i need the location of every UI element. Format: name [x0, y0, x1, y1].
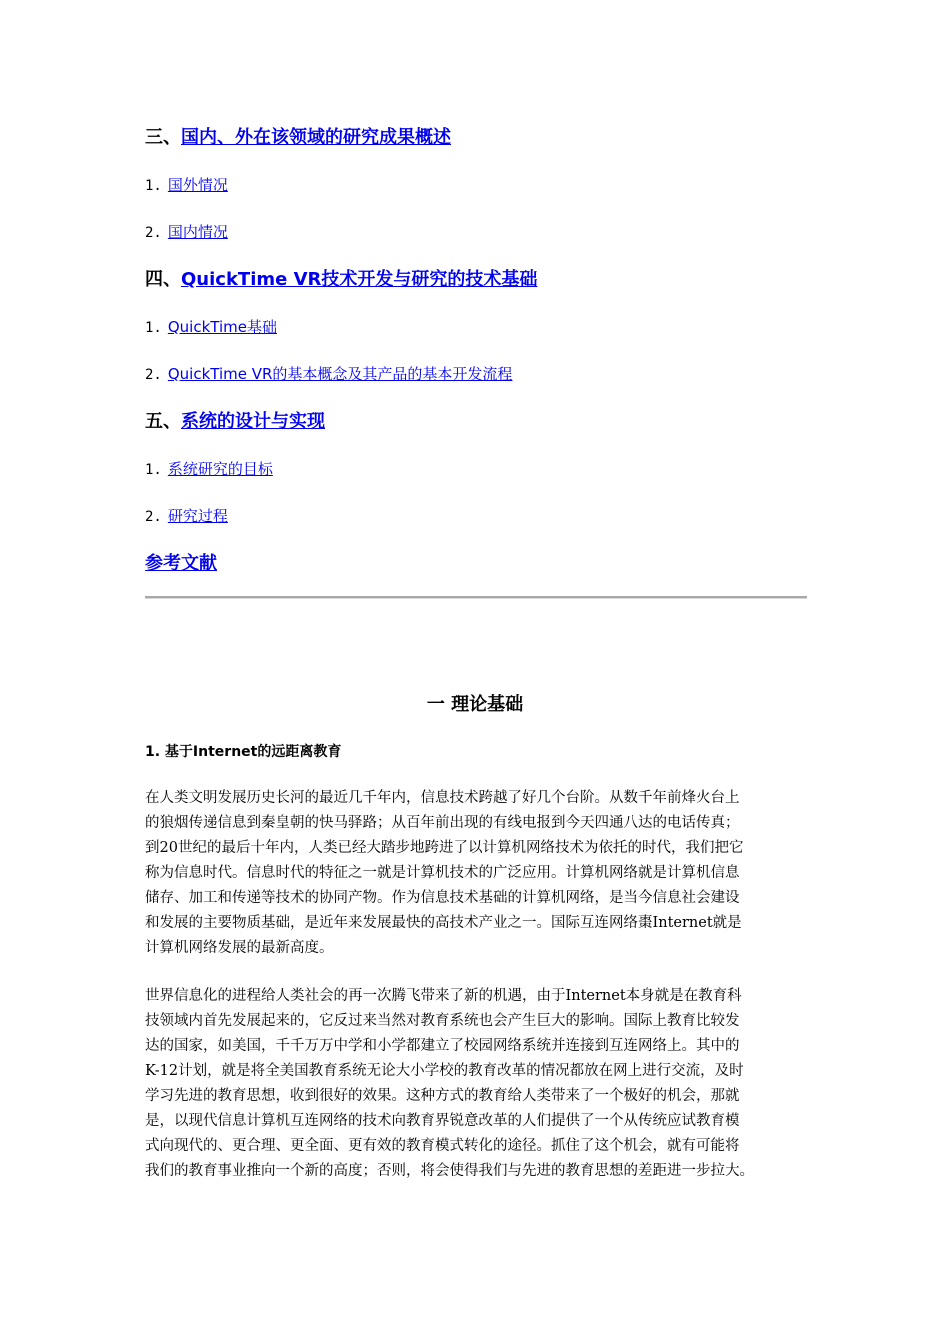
item-index: 2.: [145, 509, 162, 525]
toc-link-foreign-situation[interactable]: 国外情况: [167, 176, 228, 194]
toc-link-research-process[interactable]: 研究过程: [167, 507, 228, 525]
paragraph-line: 达的国家，如美国，千千万万中学和小学都建立了校园网络系统并连接到互连网络上。其中的: [145, 1038, 740, 1054]
item-index: 1.: [145, 178, 162, 194]
toc-link-research-goals[interactable]: 系统研究的目标: [167, 460, 273, 478]
toc-link-references[interactable]: 参考文献: [145, 553, 217, 574]
paragraph-line: 学习先进的教育思想，收到很好的效果。这种方式的教育给人类带来了一个极好的机会，那就: [145, 1088, 740, 1104]
paragraph-1: [145, 786, 807, 961]
item-index: 1.: [145, 320, 162, 336]
paragraph-line: 计算机网络发展的最新高度。: [145, 940, 334, 956]
toc-item: [145, 317, 277, 338]
paragraph-line: 称为信息时代。信息时代的特征之一就是计算机技术的广泛应用。计算机网络就是计算机信息: [145, 865, 740, 881]
paragraph-line: 储存、加工和传递等技术的协同产物。作为信息技术基础的计算机网络，是当今信息社会建设: [145, 890, 740, 906]
paragraph-2: [145, 984, 807, 1184]
paragraph-line: 是，以现代信息计算机互连网络的技术向教育界锐意改革的人们提供了一个从传统应试教育模: [145, 1113, 740, 1129]
toc-section-3: [145, 127, 451, 149]
paragraph-line: 式向现代的、更合理、更全面、更有效的教育模式转化的途径。抓住了这个机会，就有可能将: [145, 1138, 740, 1154]
toc-link-domestic-situation[interactable]: 国内情况: [167, 223, 228, 241]
item-index: 2.: [145, 225, 162, 241]
toc-item: [145, 506, 228, 527]
toc-link-section-3[interactable]: 国内、外在该领域的研究成果概述: [181, 127, 451, 148]
paragraph-line: 在人类文明发展历史长河的最近几千年内，信息技术跨越了好几个台阶。从数千年前烽火台上: [145, 790, 740, 806]
toc-link-section-4[interactable]: QuickTime VR技术开发与研究的技术基础: [181, 269, 538, 290]
item-index: 2.: [145, 367, 162, 383]
toc-link-quicktime-basics[interactable]: QuickTime基础: [167, 318, 277, 336]
paragraph-line: 到20世纪的最后十年内，人类已经大踏步地跨进了以计算机网络技术为依托的时代，我们把它: [145, 840, 744, 856]
paragraph-line: 技领域内首先发展起来的，它反过来当然对教育系统也会产生巨大的影响。国际上教育比较发: [145, 1013, 740, 1029]
toc-item: [145, 175, 228, 196]
section-number: 四、: [145, 269, 181, 290]
item-index: 1.: [145, 462, 162, 478]
paragraph-line: 的狼烟传递信息到秦皇朝的快马驿路；从百年前出现的有线电报到今天四通八达的电话传真；: [145, 815, 740, 831]
toc-link-quicktime-vr-concepts[interactable]: QuickTime VR的基本概念及其产品的基本开发流程: [167, 365, 513, 383]
paragraph-line: 我们的教育事业推向一个新的高度；否则，将会使得我们与先进的教育思想的差距进一步拉大。: [145, 1163, 754, 1179]
subsection-title: 1. 基于Internet的远距离教育: [145, 744, 342, 760]
toc-item: [145, 364, 512, 385]
paragraph-line: 世界信息化的进程给人类社会的再一次腾飞带来了新的机遇，由于Internet本身就是在教育科: [145, 988, 742, 1004]
toc-section-4: [145, 269, 537, 291]
horizontal-divider: [145, 596, 807, 599]
toc-item: [145, 222, 228, 243]
paragraph-line: K-12计划，就是将全美国教育系统无论大小学校的教育改革的情况都放在网上进行交流，及时: [145, 1063, 744, 1079]
toc-section-5: [145, 411, 325, 433]
chapter-title: 一 理论基础: [426, 694, 524, 715]
toc-references: [145, 553, 217, 575]
section-number: 五、: [145, 411, 181, 432]
toc-item: [145, 459, 273, 480]
paragraph-line: 和发展的主要物质基础，是近年来发展最快的高技术产业之一。国际互连网络棗Internet就是: [145, 915, 742, 931]
toc-link-section-5[interactable]: 系统的设计与实现: [181, 411, 325, 432]
section-number: 三、: [145, 127, 181, 148]
